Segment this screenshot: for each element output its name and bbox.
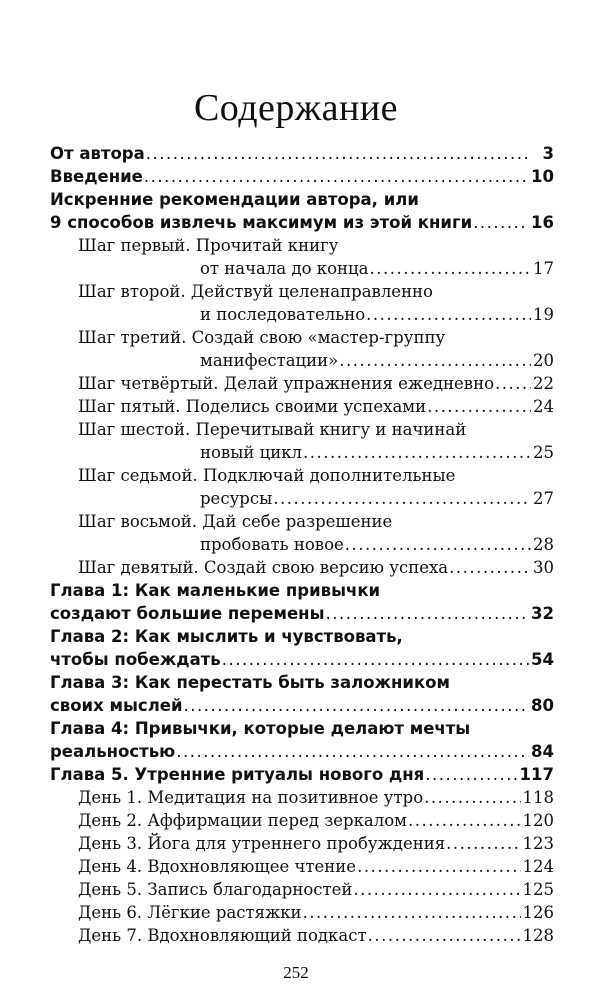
toc-page-number: 28 [533, 535, 554, 554]
toc-page-number: 30 [533, 558, 554, 577]
toc-page-number: 32 [531, 604, 554, 623]
toc-entry-line [0, 832, 592, 855]
toc-entry-title: Глава 5. Утренние ритуалы нового дня [50, 765, 425, 784]
toc-entry-title: от начала до конца [200, 259, 369, 278]
toc-entry-title: чтобы побеждать [50, 650, 221, 669]
toc-entry-line [0, 441, 592, 464]
toc-entry-title: Глава 1: Как маленькие привычки [50, 581, 381, 600]
toc-chapter-entry[interactable] [0, 142, 592, 165]
toc-chapter-entry[interactable] [0, 188, 592, 234]
page-number: 252 [283, 963, 309, 982]
toc-chapter-entry[interactable] [0, 165, 592, 188]
table-of-contents [0, 142, 592, 947]
toc-leader-dots [222, 648, 529, 671]
toc-entry-line [0, 188, 592, 211]
toc-entry-line [0, 648, 592, 671]
toc-entry-line [0, 740, 592, 763]
toc-entry-title: Шаг шестой. Перечитывай книгу и начинай [78, 420, 467, 439]
toc-leader-dots [303, 441, 531, 464]
toc-leader-dots [326, 602, 530, 625]
toc-entry-title: ресурсы [200, 489, 273, 508]
toc-leader-dots [146, 142, 532, 165]
toc-leader-dots [366, 303, 531, 326]
toc-entry-line [0, 257, 592, 280]
toc-entry-line [0, 211, 592, 234]
toc-subsection-entry[interactable] [0, 510, 592, 556]
toc-entry-line [0, 165, 592, 188]
toc-entry-line [0, 694, 592, 717]
toc-page-number: 24 [533, 397, 554, 416]
toc-entry-line [0, 303, 592, 326]
toc-leader-dots [345, 533, 531, 556]
toc-page-number: 22 [533, 374, 554, 393]
toc-leader-dots [369, 257, 531, 280]
toc-entry-title: День 3. Йога для утреннего пробуждения [78, 834, 446, 853]
toc-page-number: 17 [533, 259, 554, 278]
toc-entry-title: День 5. Запись благодарностей [78, 880, 353, 899]
toc-entry-line [0, 464, 592, 487]
toc-entry-line [0, 625, 592, 648]
toc-entry-line [0, 556, 592, 579]
toc-leader-dots [368, 924, 521, 947]
toc-entry-title: Шаг восьмой. Дай себе разрешение [78, 512, 393, 531]
toc-chapter-entry[interactable] [0, 671, 592, 717]
toc-entry-title: Шаг второй. Действуй целенаправленно [78, 282, 433, 301]
toc-subsection-entry[interactable] [0, 395, 592, 418]
toc-leader-dots [357, 855, 520, 878]
toc-entry-line [0, 602, 592, 625]
toc-entry-line [0, 510, 592, 533]
toc-entry-line [0, 763, 592, 786]
toc-page-number: 80 [531, 696, 554, 715]
toc-leader-dots [184, 694, 529, 717]
toc-page-number: 123 [522, 834, 554, 853]
toc-entry-line [0, 349, 592, 372]
toc-page-number: 120 [522, 811, 554, 830]
toc-page-number: 117 [519, 765, 554, 784]
toc-leader-dots [303, 901, 521, 924]
toc-entry-title: Глава 4: Привычки, которые делают мечты [50, 719, 471, 738]
toc-entry-title: От автора [50, 144, 145, 163]
toc-page-number: 10 [531, 167, 554, 186]
toc-entry-title: манифестации» [200, 351, 339, 370]
toc-entry-title: своих мыслей [50, 696, 183, 715]
toc-entry-title: День 2. Аффирмации перед зеркалом [78, 811, 408, 830]
toc-entry-line [0, 786, 592, 809]
toc-page-number: 124 [522, 857, 554, 876]
toc-entry-title: Искренние рекомендации автора, или [50, 190, 419, 209]
toc-entry-line [0, 717, 592, 740]
toc-leader-dots [473, 211, 529, 234]
toc-leader-dots [449, 556, 531, 579]
toc-page-number: 128 [522, 926, 554, 945]
toc-leader-dots [339, 349, 531, 372]
toc-entry-line [0, 395, 592, 418]
toc-subsection-entry[interactable] [0, 280, 592, 326]
toc-page-number: 118 [522, 788, 554, 807]
toc-entry-title: 9 способов извлечь максимум из этой книги [50, 213, 473, 232]
toc-entry-title: Шаг девятый. Создай свою версию успеха [78, 558, 449, 577]
toc-chapter-entry[interactable] [0, 763, 592, 786]
toc-entry-title: Шаг седьмой. Подключай дополнительные [78, 466, 456, 485]
toc-entry-title: Шаг третий. Создай свою «мастер-группу [78, 328, 446, 347]
toc-entry-title: создают большие перемены [50, 604, 325, 623]
toc-page-number: 84 [531, 742, 554, 761]
toc-page-number: 20 [533, 351, 554, 370]
toc-subsection-entry[interactable] [0, 924, 592, 947]
toc-subsection-entry[interactable] [0, 418, 592, 464]
toc-subsection-entry[interactable] [0, 786, 592, 809]
toc-subsection-entry[interactable] [0, 556, 592, 579]
toc-entry-title: День 6. Лёгкие растяжки [78, 903, 302, 922]
toc-subsection-entry[interactable] [0, 234, 592, 280]
toc-subsection-entry[interactable] [0, 809, 592, 832]
toc-chapter-entry[interactable] [0, 717, 592, 763]
toc-entry-line [0, 280, 592, 303]
toc-page-number: 25 [533, 443, 554, 462]
toc-entry-title: День 4. Вдохновляющее чтение [78, 857, 357, 876]
toc-leader-dots [408, 809, 520, 832]
toc-subsection-entry[interactable] [0, 901, 592, 924]
toc-leader-dots [144, 165, 529, 188]
toc-entry-line [0, 234, 592, 257]
toc-subsection-entry[interactable] [0, 832, 592, 855]
toc-entry-line [0, 372, 592, 395]
toc-entry-title: Шаг пятый. Поделись своими успехами [78, 397, 427, 416]
toc-entry-title: День 7. Вдохновляющий подкаст [78, 926, 367, 945]
toc-entry-title: Шаг четвёртый. Делай упражнения ежедневно [78, 374, 495, 393]
toc-leader-dots [425, 763, 517, 786]
toc-entry-title: Введение [50, 167, 143, 186]
toc-subsection-entry[interactable] [0, 878, 592, 901]
toc-subsection-entry[interactable] [0, 855, 592, 878]
toc-leader-dots [446, 832, 520, 855]
toc-entry-title: реальностью [50, 742, 176, 761]
toc-entry-line [0, 924, 592, 947]
toc-entry-line [0, 809, 592, 832]
toc-subsection-entry[interactable] [0, 326, 592, 372]
toc-page-number: 54 [531, 650, 554, 669]
toc-entry-title: День 1. Медитация на позитивное утро [78, 788, 424, 807]
toc-entry-line [0, 487, 592, 510]
toc-entry-line [0, 533, 592, 556]
toc-leader-dots [495, 372, 531, 395]
toc-leader-dots [353, 878, 520, 901]
toc-entry-line [0, 418, 592, 441]
toc-subsection-entry[interactable] [0, 372, 592, 395]
toc-page-number: 3 [542, 144, 554, 163]
toc-leader-dots [427, 395, 531, 418]
toc-entry-line [0, 671, 592, 694]
toc-entry-line [0, 901, 592, 924]
toc-entry-line [0, 855, 592, 878]
toc-entry-line [0, 142, 592, 165]
toc-entry-title: Глава 2: Как мыслить и чувствовать, [50, 627, 403, 646]
toc-chapter-entry[interactable] [0, 579, 592, 625]
toc-entry-line [0, 878, 592, 901]
toc-page-number: 16 [531, 213, 554, 232]
toc-entry-line [0, 579, 592, 602]
toc-entry-title: и последовательно [200, 305, 366, 324]
toc-entry-title: Глава 3: Как перестать быть заложником [50, 673, 450, 692]
toc-entry-title: пробовать новое [200, 535, 344, 554]
toc-entry-title: новый цикл [200, 443, 302, 462]
toc-entry-line [0, 326, 592, 349]
toc-page-number: 125 [522, 880, 554, 899]
toc-leader-dots [273, 487, 531, 510]
toc-page-number: 27 [533, 489, 554, 508]
toc-subsection-entry[interactable] [0, 464, 592, 510]
toc-entry-title: Шаг первый. Прочитай книгу [78, 236, 339, 255]
toc-leader-dots [176, 740, 529, 763]
toc-chapter-entry[interactable] [0, 625, 592, 671]
toc-page-number: 126 [522, 903, 554, 922]
page-title: Содержание [193, 87, 399, 129]
toc-leader-dots [424, 786, 520, 809]
toc-page-number: 19 [533, 305, 554, 324]
